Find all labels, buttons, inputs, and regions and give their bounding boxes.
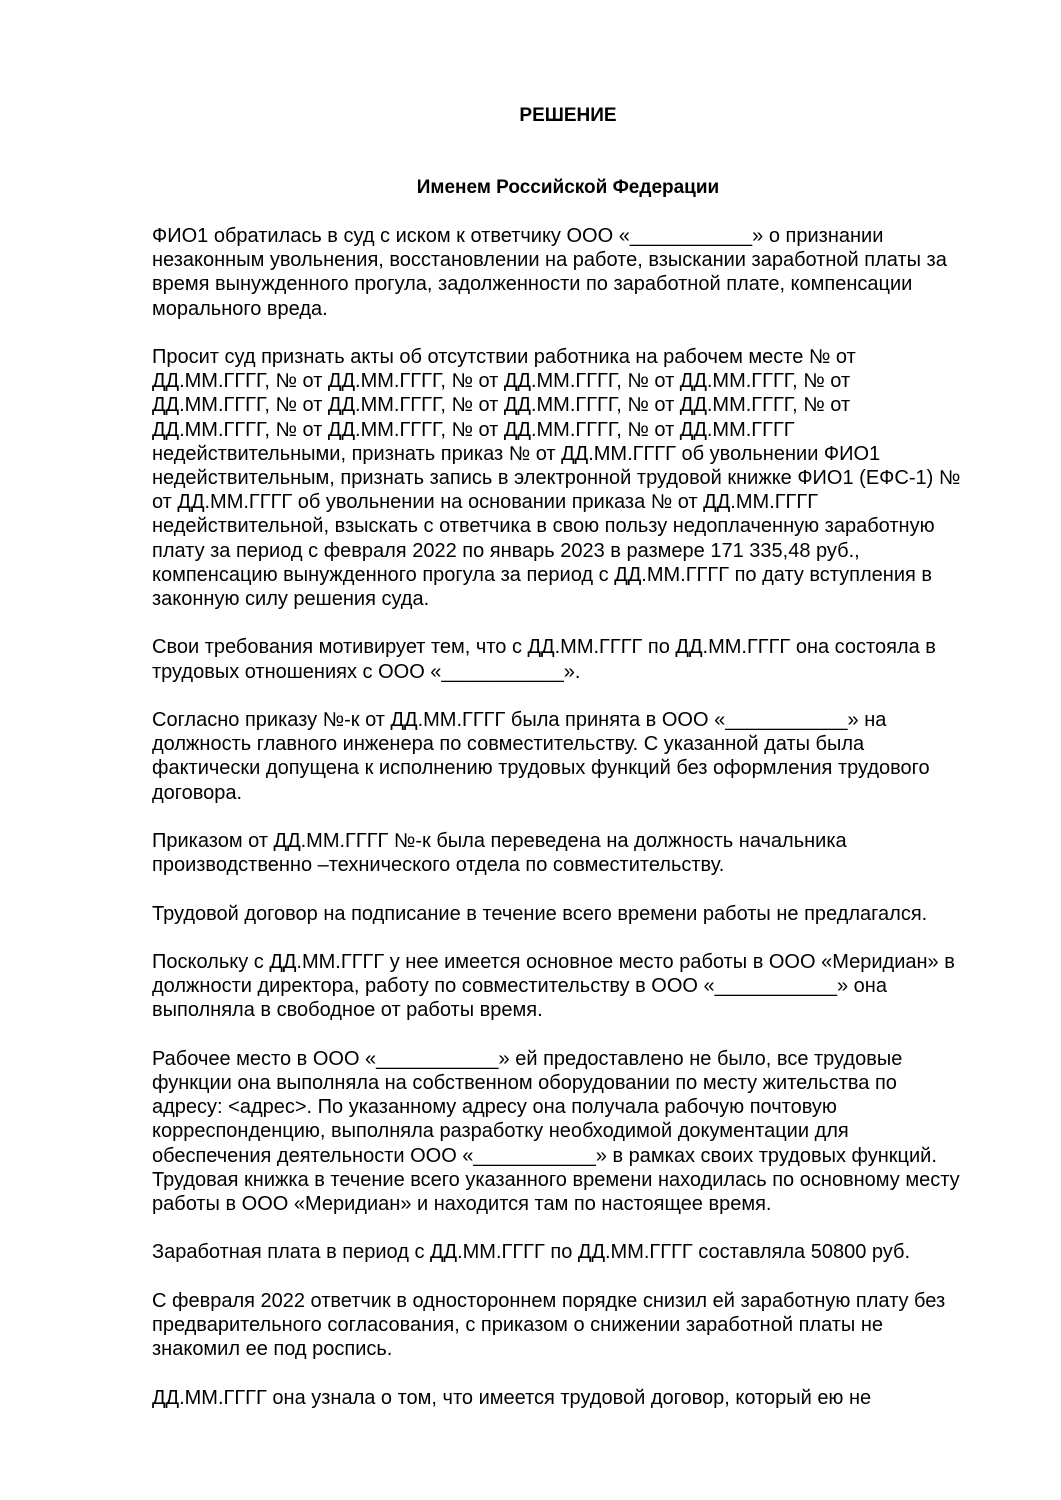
paragraph-hiring-order: Согласно приказу №-к от ДД.ММ.ГГГГ была принята в ООО «___________» на должность главного инженера по совместительству. С указанной даты была фактически допущена к исполнению трудовых функций без оформления трудового договора.	[152, 709, 930, 804]
paragraph-motivation: Свои требования мотивирует тем, что с ДД.ММ.ГГГГ по ДД.ММ.ГГГГ она состояла в трудовых отношениях с ООО «___________».	[152, 636, 936, 683]
paragraph-requests: Просит суд признать акты об отсутствии работника на рабочем месте № от ДД.ММ.ГГГГ, № от ДД.ММ.ГГГГ, № от ДД.ММ.ГГГГ, № от ДД.ММ.ГГГГ, № от ДД.ММ.ГГГГ, № от ДД.ММ.ГГГГ, № от ДД.ММ.ГГГГ, № от ДД.ММ.ГГГГ, № от ДД.ММ.ГГГГ, № от ДД.ММ.ГГГГ, № от ДД.ММ.ГГГГ, № от ДД.ММ.ГГГГ недействительными, признать приказ № от ДД.ММ.ГГГГ об увольнении ФИО1 недействительным, признать запись в электронной трудовой книжке ФИО1 (ЕФС-1) № от ДД.ММ.ГГГГ об увольнении на основании приказа № от ДД.ММ.ГГГГ недействительной, взыскать с ответчика в свою пользу недоплаченную заработную плату за период с февраля 2022 по январь 2023 в размере 171 335,48 руб., компенсацию вынужденного прогула за период с ДД.ММ.ГГГГ по дату вступления в законную силу решения суда.	[152, 346, 961, 611]
document-title: РЕШЕНИЕ	[519, 105, 617, 126]
paragraph-salary: Заработная плата в период с ДД.ММ.ГГГГ по ДД.ММ.ГГГГ составляла 50800 руб.	[152, 1241, 911, 1264]
paragraph-transfer-order: Приказом от ДД.ММ.ГГГГ №-к была переведена на должность начальника производственно –технического отдела по совместительству.	[152, 830, 847, 877]
paragraph-workplace: Рабочее место в ООО «___________» ей предоставлено не было, все трудовые функции она выполняла на собственном оборудовании по месту жительства по адресу: <адрес>. По указанному адресу она получала рабочую почтовую корреспонденцию, выполняла разработку необходимой документации для обеспечения деятельности ООО «___________» в рамках своих трудовых функций. Трудовая книжка в течение всего указанного времени находилась по основному месту работы в ООО «Меридиан» и находится там по настоящее время.	[152, 1047, 960, 1216]
paragraph-claim: ФИО1 обратилась в суд с иском к ответчику ООО «___________» о признании незаконным увольнения, восстановлении на работе, взыскании заработной платы за время вынужденного прогула, задолженности по заработной плате, компенсации морального вреда.	[152, 225, 947, 320]
paragraph-main-job: Поскольку с ДД.ММ.ГГГГ у нее имеется основное место работы в ООО «Меридиан» в должности директора, работу по совместительству в ООО «___________» она выполняла в свободное от работы время.	[152, 951, 955, 1022]
document-body	[152, 224, 992, 1434]
paragraph-salary-reduction: С февраля 2022 ответчик в одностороннем порядке снизил ей заработную плату без предварительного согласования, с приказом о снижении заработной платы не знакомил ее под роспись.	[152, 1289, 946, 1361]
paragraph-contract-discovery: ДД.ММ.ГГГГ она узнала о том, что имеется трудовой договор, который ею не	[152, 1386, 872, 1409]
document-subtitle: Именем Российской Федерации	[416, 177, 720, 198]
paragraph-no-contract: Трудовой договор на подписание в течение всего времени работы не предлагался.	[152, 902, 928, 925]
